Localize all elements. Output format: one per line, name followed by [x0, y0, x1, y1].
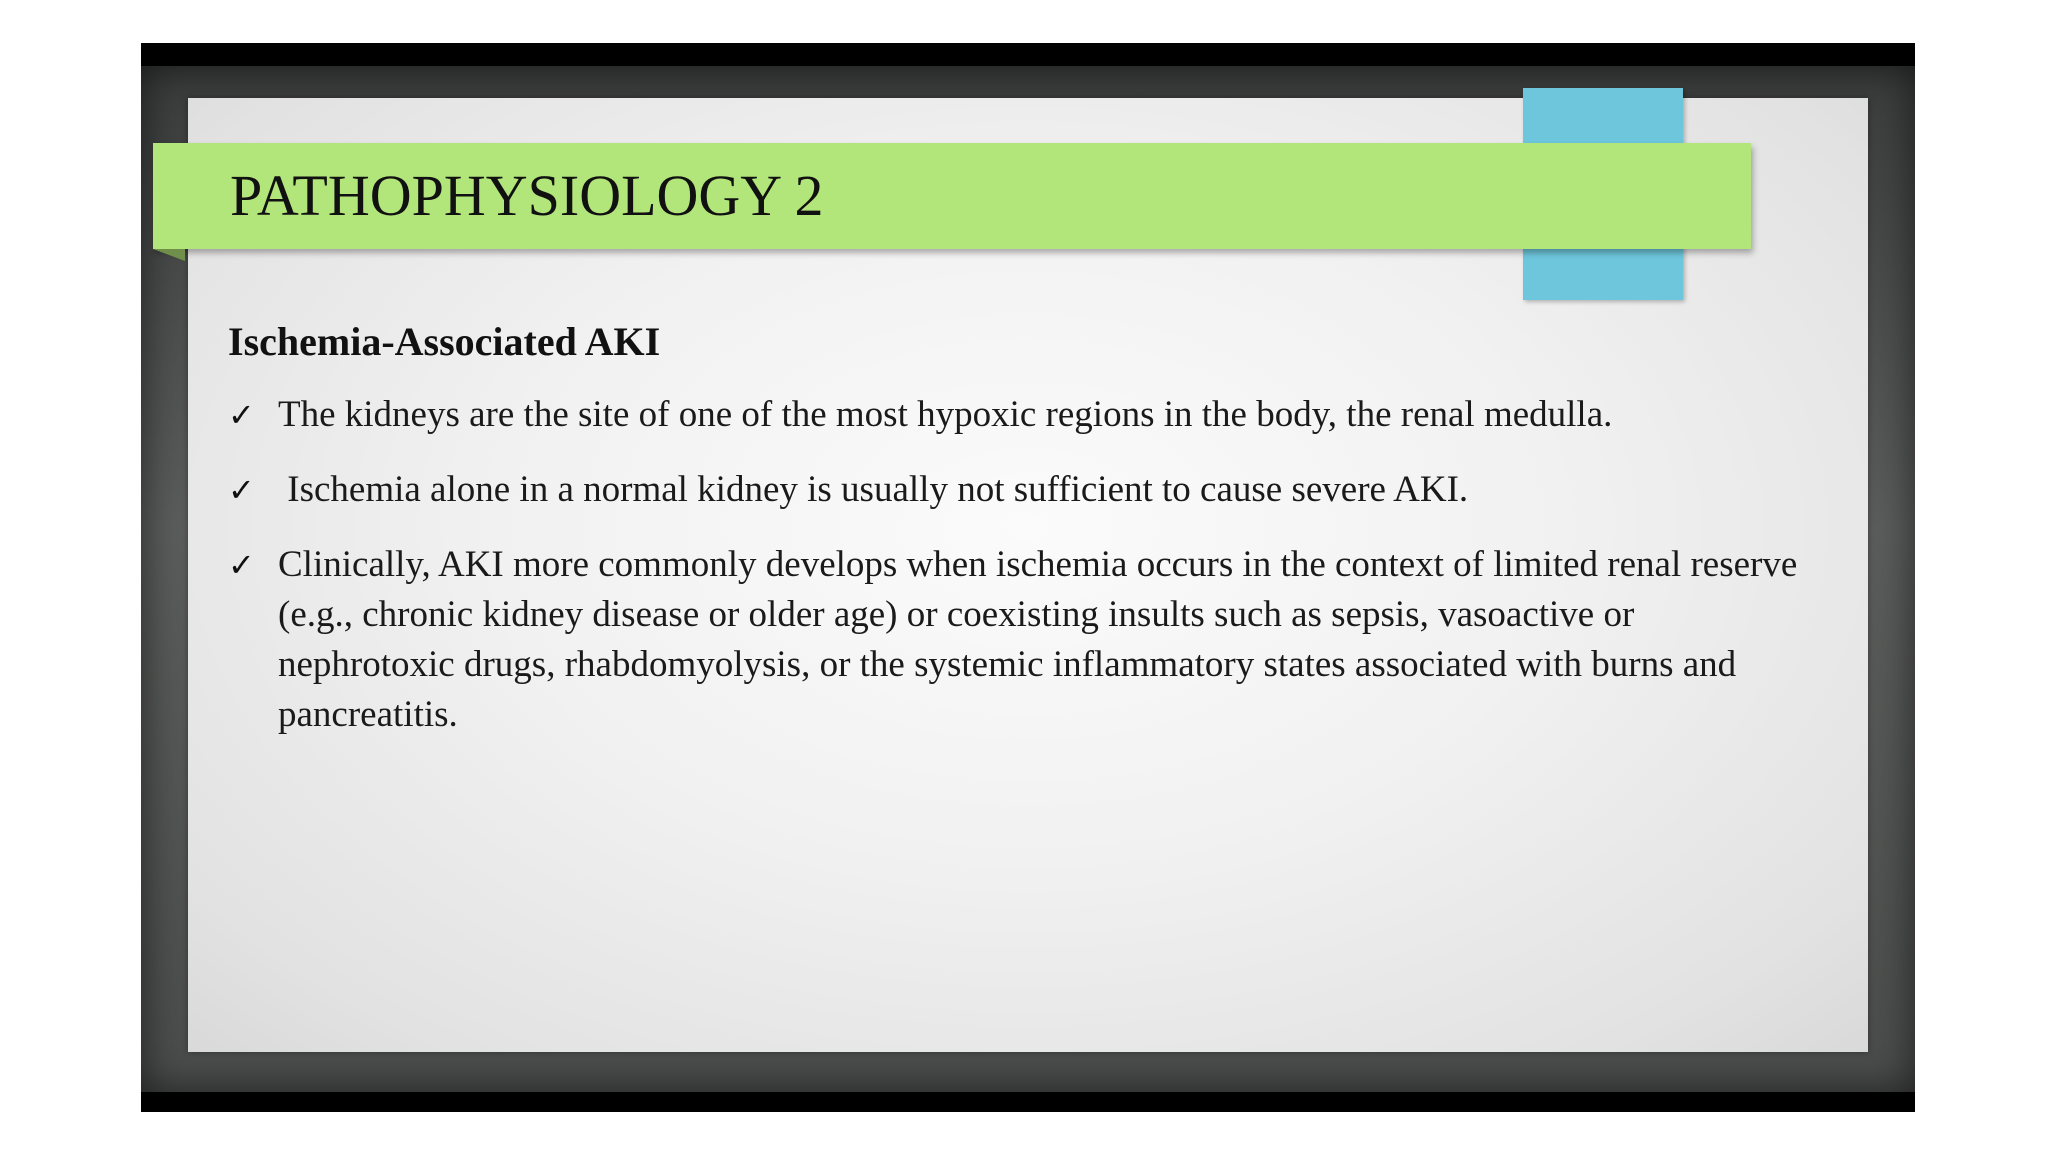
- checkmark-icon: ✓: [228, 546, 255, 584]
- checkmark-icon: ✓: [228, 396, 255, 434]
- bullet-item: [228, 465, 1828, 515]
- checkmark-icon: ✓: [228, 471, 255, 509]
- bullet-item: [228, 390, 1828, 440]
- title-band: [153, 143, 1751, 249]
- slide-title: PATHOPHYSIOLOGY 2: [230, 163, 824, 228]
- bullet-text: Ischemia alone in a normal kidney is usually not sufficient to cause severe AKI.: [278, 469, 1469, 510]
- bullet-list: [228, 390, 1828, 765]
- section-heading: Ischemia-Associated AKI: [228, 319, 661, 364]
- bullet-item: [228, 540, 1828, 740]
- bullet-text: Clinically, AKI more commonly develops when ischemia occurs in the context of limited renal reserve (e.g., chronic kidney disease or older age) or coexisting insults such as sepsis, vasoactive or nephrotoxic drugs, rhabdomyolysis, or the systemic inflammatory states associated with burns and pancreatitis.: [278, 544, 1798, 735]
- bullet-text: The kidneys are the site of one of the most hypoxic regions in the body, the renal medulla.: [278, 394, 1613, 435]
